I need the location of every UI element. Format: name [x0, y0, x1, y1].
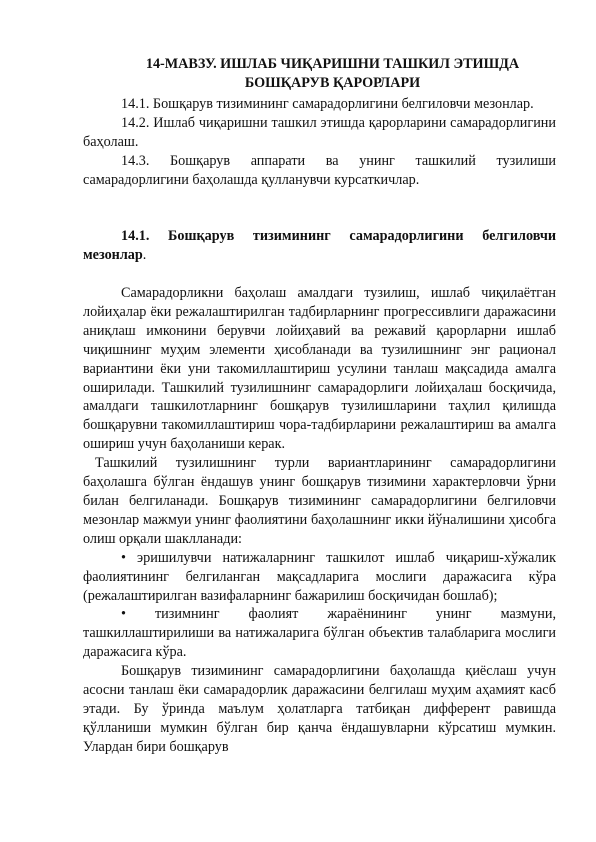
body-text [83, 284, 556, 757]
outline-item: 14.1. Бошқарув тизимининг самарадорлигини белгиловчи мезонлар. [121, 96, 534, 112]
title-line-1: 14-МАВЗУ. ИШЛАБ ЧИҚАРИШНИ ТАШКИЛ ЭТИШДА [145, 56, 520, 72]
section-heading-period: . [142, 246, 147, 263]
outline-list [83, 95, 556, 190]
outline-item: 14.3. Бошқарув аппарати ва унинг ташкилий тузилиши самарадорлигини баҳолашда қулланувчи курсаткичлар. [83, 152, 556, 188]
paragraph: Бошқарув тизимининг самарадорлигини баҳолашда қиёслаш учун асосни танлаш ёки самарадорлик даражасини белгилаш муҳим аҳамият касб этади. Бу ўринда маълум ҳолатларга татбиқан дифферент равишда қўлланиши мумкин бўлган бир қанча ёндашувларни кўрсатиш мумкин. Улардан бири бошқарув [83, 663, 556, 755]
title-line-2: БОШҚАРУВ ҚАРОРЛАРИ [244, 75, 421, 91]
paragraph: Самарадорликни баҳолаш амалдаги тузилиш, ишлаб чиқилаётган лойиҳалар ёки режалаштирилган тадбирларнинг прогрессивлиги даражасини аниқлаш имконини берувчи лойиҳавий ва режавий қарорларни ишлаб чиқишнинг муҳим элементи ҳисобланади ва тузилишнинг энг рационал вариантини ёки уни такомиллаштириш усулини танлаш мақсадида амалга оширилади. Ташкилий тузилишнинг самарадорлиги лойиҳалаш босқичида, амалдаги ташкилотларнинг бошқарув тузилишларини таҳлил қилишда бошқарувни такомиллаштириш чора-тадбирларини режалаштириш ва амалга ошириш учун баҳоланиши керак. [83, 285, 556, 453]
bullet-item: • тизимнинг фаолият жараёнининг унинг мазмуни, ташкиллаштирилиши ва натижаларига бўлган объектив талабларига мослиги даражасига кўра. [83, 606, 556, 661]
section-heading-text: 14.1. Бошқарув тизимининг самарадорлигини белгиловчи мезонлар [83, 228, 556, 263]
paragraph: Ташкилий тузилишнинг турли вариантларининг самарадорлигини баҳолашга бўлган ёндашув унинг бошқарув тизимини характерловчи ўрни билан белгиланади. Бошқарув тизимининг самарадорлигини белгиловчи мезонлар мажмуи унинг фаолиятини баҳолашнинг икки йўналишини ҳисобга олиш орқали шаклланади: [83, 455, 556, 547]
outline-item: 14.2. Ишлаб чиқаришни ташкил этишда қарорларини самарадорлигини баҳолаш. [83, 114, 556, 150]
bullet-item: • эришилувчи натижаларнинг ташкилот ишлаб чиқариш-хўжалик фаолиятининг белгиланган мақсадларига мослиги даражасига кўра (режалаштирилган вазифаларнинг бажарилиш босқичидан бошлаб); [83, 549, 556, 604]
page-title [110, 55, 555, 93]
section-heading [83, 227, 556, 265]
